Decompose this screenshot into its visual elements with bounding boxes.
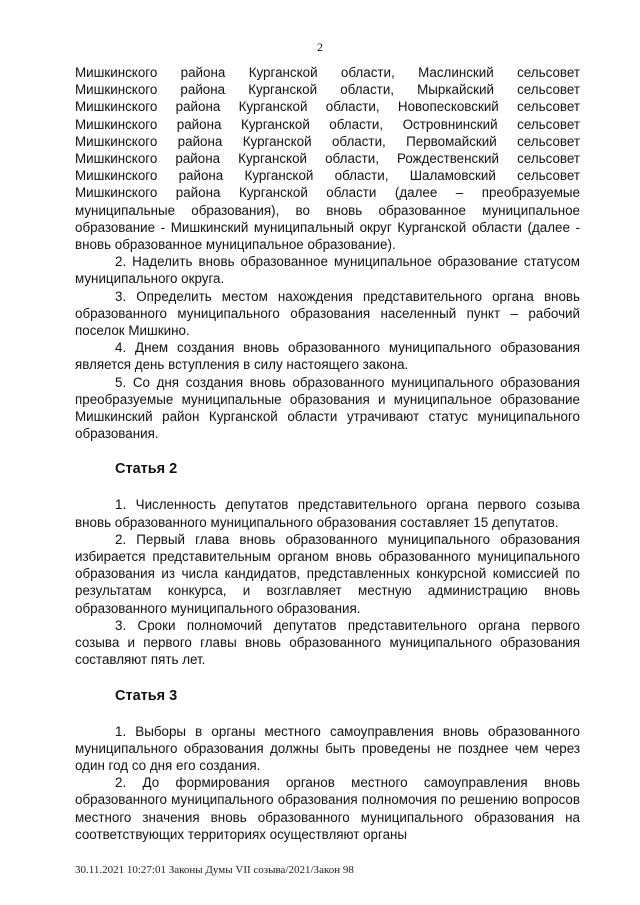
- article2-item: 2. Первый глава вновь образованного муниципального образования избирается представительным органом вновь образованного муниципального образования из числа кандидатов, представленных конкурсной комиссией по результатам конкурса, и возглавляет местную администрацию вновь образованного муниципального образования.: [75, 531, 580, 616]
- intro-line: Мишкинского района Курганской области, Мыркайский сельсовет: [75, 82, 580, 98]
- article2-item: 1. Численность депутатов представительного органа первого созыва вновь образованного муниципального образования составляет 15 депутатов.: [75, 497, 580, 530]
- article3-item: 2. До формирования органов местного самоуправления вновь образованного муниципального образования полномочия по решению вопросов местного значения вновь образованного муниципального образования на соответствующих территориях осуществляют органы: [75, 775, 580, 842]
- article1-item: 3. Определить местом нахождения представительного органа вновь образованного муниципального образования населенный пункт – рабочий поселок Мишкино.: [75, 288, 580, 339]
- intro-line: Мишкинского района Курганской области, Островнинский сельсовет: [75, 116, 580, 132]
- document-footer: 30.11.2021 10:27:01 Законы Думы VII созыва/2021/Закон 98: [75, 864, 354, 876]
- article2-heading: Статья 2: [115, 461, 178, 478]
- intro-line: Мишкинского района Курганской области, Новопесковский сельсовет: [75, 99, 580, 115]
- intro-paragraph-tail: Мишкинского района Курганской области (далее – преобразуемые муниципальные образования), во вновь образованное муниципальное образование - Мишкинский муниципальный округ Курганской области (далее - вновь образованное муниципальное образование).: [75, 185, 580, 253]
- article1-item: 2. Наделить вновь образованное муниципальное образование статусом муниципального округа.: [75, 254, 580, 287]
- page-number: 2: [317, 40, 323, 54]
- intro-line: Мишкинского района Курганской области, Первомайский сельсовет: [75, 133, 580, 149]
- intro-line: Мишкинского района Курганской области, Маслинский сельсовет: [75, 65, 580, 80]
- article1-item: 5. Со дня создания вновь образованного муниципального образования преобразуемые муниципальные образования и муниципальное образование Мишкинский район Курганской области утрачивают статус муниципального образования.: [75, 374, 580, 442]
- intro-line: Мишкинского района Курганской области, Рождественский сельсовет: [75, 151, 580, 167]
- article1-item: 4. Днем создания вновь образованного муниципального образования является день вступления в силу настоящего закона.: [75, 340, 580, 373]
- article2-item: 3. Сроки полномочий депутатов представительного органа первого созыва и первого главы вновь образованного муниципального образования составляют пять лет.: [75, 617, 580, 668]
- article3-item: 1. Выборы в органы местного самоуправления вновь образованного муниципального образования должны быть проведены не позднее чем через один год со дня его создания.: [75, 723, 580, 773]
- intro-line: Мишкинского района Курганской области, Шаламовский сельсовет: [75, 168, 580, 184]
- article3-heading: Статья 3: [115, 687, 178, 704]
- document-body: [75, 64, 580, 843]
